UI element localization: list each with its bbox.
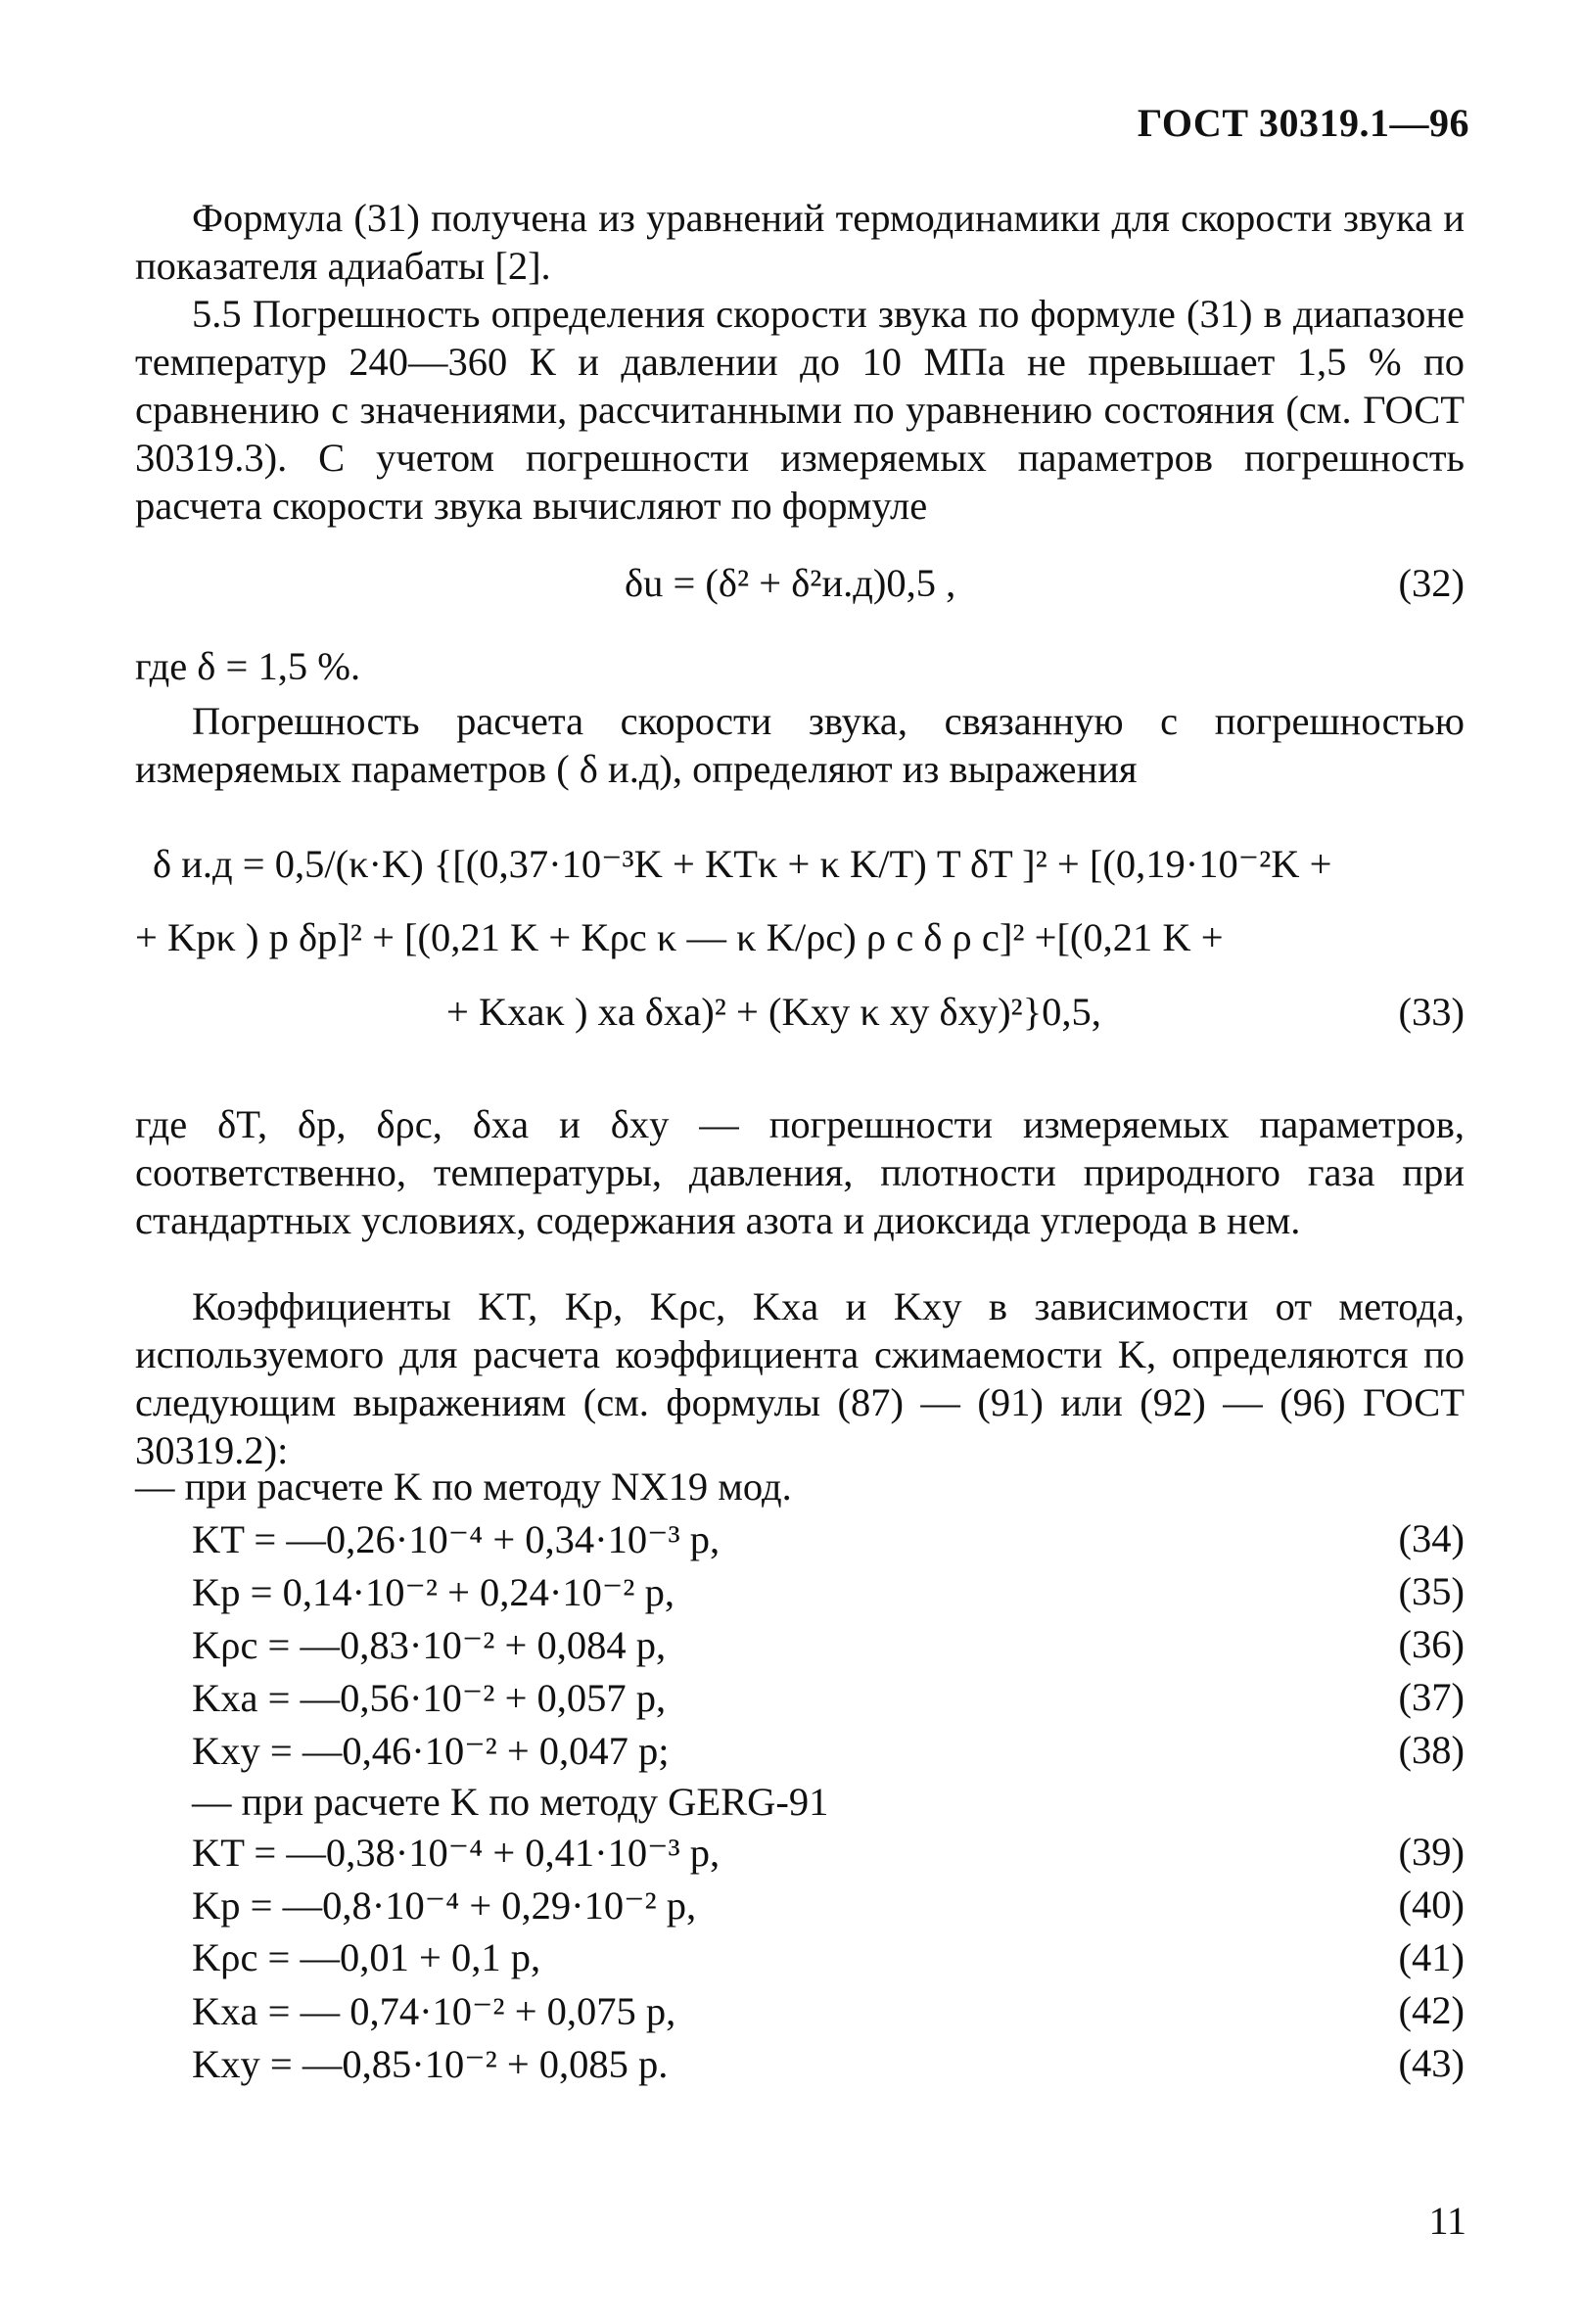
paragraph-formula-31-source: Формула (31) получена из уравнений термодинамики для скорости звука и показателя адиабаты [2]. [135, 196, 1465, 288]
formula-39-number: (39) [1398, 1830, 1465, 1874]
formula-32-number: (32) [1398, 561, 1465, 605]
formula-41-expression: Kρc = —0,01 + 0,1 p, [192, 1935, 541, 1979]
formula-34-number: (34) [1398, 1516, 1465, 1560]
formula-34 [135, 1515, 1465, 1570]
paragraph-error-measured: Погрешность расчета скорости звука, связанную с погрешностью измеряемых параметров ( δ и.д), определяют из выражения [135, 699, 1465, 791]
paragraph-5-5: 5.5 Погрешность определения скорости звука по формуле (31) в диапазоне температур 240—360 К и давлении до 10 МПа не превышает 1,5 % по сравнению с значениями, рассчитанными по уравнению состояния (см. ГОСТ 30319.3). С учетом погрешности измеряемых параметров погрешность расчета скорости звука вычисляют по формуле [135, 292, 1465, 528]
formula-35-expression: Kp = 0,14·10⁻² + 0,24·10⁻² p, [192, 1570, 675, 1614]
formula-40 [135, 1882, 1465, 1936]
formula-42-number: (42) [1398, 1988, 1465, 2032]
formula-33-line-1 [135, 840, 1465, 895]
method-nx19-heading: — при расчете K по методу NX19 мод. [135, 1464, 792, 1509]
formula-43 [135, 2040, 1465, 2095]
formula-43-number: (43) [1398, 2041, 1465, 2085]
formula-41-number: (41) [1398, 1935, 1465, 1979]
method-gerg91-heading: — при расчете K по методу GERG-91 [192, 1780, 829, 1824]
formula-42 [135, 1987, 1465, 2042]
formula-38-expression: Kxy = —0,46·10⁻² + 0,047 p; [192, 1729, 670, 1773]
formula-34-expression: KT = —0,26·10⁻⁴ + 0,34·10⁻³ p, [192, 1517, 721, 1561]
formula-39 [135, 1829, 1465, 1883]
formula-35-number: (35) [1398, 1569, 1465, 1613]
formula-37-number: (37) [1398, 1675, 1465, 1719]
paragraph-delta-definition: где δ = 1,5 %. [135, 644, 361, 688]
formula-37-expression: Kxa = —0,56·10⁻² + 0,057 p, [192, 1676, 667, 1720]
formula-35 [135, 1568, 1465, 1623]
formula-33-line-2-text: + Kpκ ) p δp]² + [(0,21 K + Kρc κ — κ K/ρc) ρ c δ ρ c]² +[(0,21 K + [135, 915, 1224, 959]
page-number: 11 [1428, 2199, 1466, 2243]
formula-33-line-3 [135, 989, 1465, 1044]
paragraph-coefficients: Коэффициенты KT, Kp, Kρc, Kxa и Kxy в зависимости от метода, используемого для расчета коэффициента сжимаемости K, определяются по следующим выражениям (см. формулы (87) — (91) или (92) — (96) ГОСТ 30319.2): [135, 1284, 1465, 1472]
formula-33-line-2 [135, 914, 1465, 969]
formula-36 [135, 1621, 1465, 1676]
formula-38-number: (38) [1398, 1728, 1465, 1772]
gerg91-formulas [135, 1829, 1465, 2103]
nx19-formulas [135, 1515, 1465, 1789]
formula-40-number: (40) [1398, 1882, 1465, 1927]
paragraph-error-symbols: где δT, δp, δρс, δxa и δxy — погрешности измеряемых параметров, соответственно, температуры, давления, плотности природного газа при стандартных условиях, содержания азота и диоксида углерода в нем. [135, 1102, 1465, 1242]
formula-36-expression: Kρc = —0,83·10⁻² + 0,084 p, [192, 1623, 667, 1667]
formula-38 [135, 1727, 1465, 1782]
formula-39-expression: KT = —0,38·10⁻⁴ + 0,41·10⁻³ p, [192, 1831, 721, 1875]
formula-33-line-1-text: δ и.д = 0,5/(κ·K) {[(0,37·10⁻³K + KTκ + κ K/T) T δT ]² + [(0,19·10⁻²K + [153, 842, 1332, 886]
formula-37 [135, 1674, 1465, 1729]
formula-32-expression: δu = (δ² + δ²и.д)0,5 , [625, 561, 956, 605]
formula-33-line-3-text: + Kxaκ ) xa δxa)² + (Kxy κ xy δxy)²}0,5, [446, 990, 1101, 1034]
formula-40-expression: Kp = —0,8·10⁻⁴ + 0,29·10⁻² p, [192, 1883, 697, 1928]
formula-33-number: (33) [1398, 990, 1465, 1034]
formula-36-number: (36) [1398, 1622, 1465, 1666]
formula-43-expression: Kxy = —0,85·10⁻² + 0,085 p. [192, 2042, 669, 2086]
formula-33 [135, 840, 1465, 1055]
formula-32 [135, 560, 1465, 619]
formula-42-expression: Kxa = — 0,74·10⁻² + 0,075 p, [192, 1989, 676, 2033]
formula-41 [135, 1934, 1465, 1989]
document-code-header: ГОСТ 30319.1—96 [1137, 101, 1469, 145]
